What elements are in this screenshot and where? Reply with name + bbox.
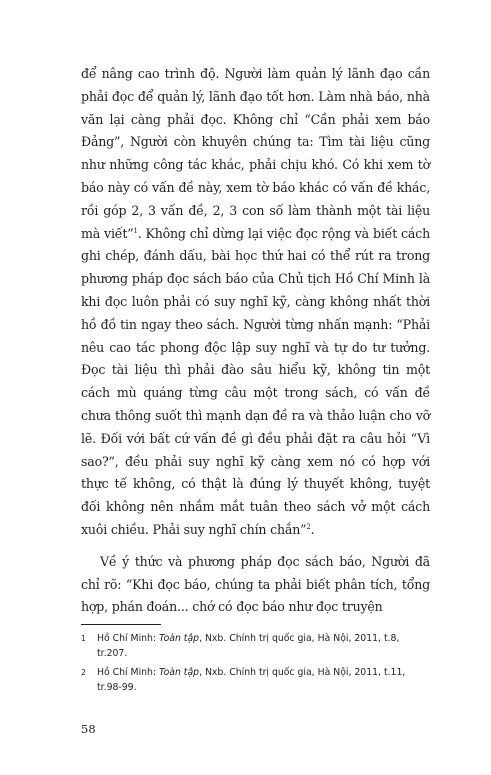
footnote-ref-1[interactable]: 1 (133, 226, 138, 235)
footnote-work-title: Toàn tập (159, 633, 200, 644)
page-number: 58 (81, 722, 96, 736)
paragraph-1-continued: . Không chỉ dừng lại việc đọc rộng và biết cách ghi chép, đánh dấu, bài học thứ hai có thể rút ra trong phương pháp đọc sách báo của Chủ tịch Hồ Chí Minh là khi đọc luôn phải có suy nghĩ kỹ, càng không nhất thời hồ đồ tin ngay theo sách. Người từng nhấn mạnh: “Phải nêu cao tác phong độc lập suy nghĩ và tự do tư tưởng. Đọc tài liệu thì phải đào sâu hiểu kỹ, không tin một cách mù quáng từng câu một trong sách, có vấn đề chưa thông suốt thì mạnh dạn đề ra và thảo luận cho vỡ lẽ. Đối với bất cứ vấn đề gì đều phải đặt ra câu hỏi “Vì sao?”, đều phải suy nghĩ kỹ càng xem nó có hợp với thực tế không, có thật là đúng lý thuyết không, tuyệt đối không nên nhắm mắt tuân theo sách vở một cách xuôi chiều. Phải suy nghĩ chín chắn” (81, 225, 430, 537)
main-text (81, 63, 430, 619)
footnote-number: 2 (81, 668, 86, 677)
footnote-number: 1 (81, 634, 86, 643)
footnote-author: Hồ Chí Minh: (97, 633, 160, 644)
footnote-1 (81, 631, 430, 661)
footnotes (81, 631, 430, 699)
paragraph-2: Về ý thức và phương pháp đọc sách báo, Người đã chỉ rõ: “Khi đọc báo, chúng ta phải biết phân tích, tổng hợp, phán đoán... chớ có đọc báo như đọc truyện (81, 553, 430, 615)
paragraph-1 (81, 63, 430, 542)
footnote-publication: , Nxb. Chính trị quốc gia, Hà Nội, 2011, t.11, tr.98-99. (97, 667, 406, 693)
footnote-ref-2[interactable]: 2 (306, 522, 311, 531)
paragraph-1-text: để nâng cao trình độ. Người làm quản lý lãnh đạo cần phải đọc để quản lý, lãnh đạo tốt hơn. Làm nhà báo, nhà văn lại càng phải đọc. Không chỉ “Cần phải xem báo Đảng”, Người còn khuyên chúng ta: Tìm tài liệu cũng như những công tác khác, phải chịu khó. Có khi xem tờ báo này có vấn đề này, xem tờ báo khác có vấn đề khác, rồi góp 2, 3 vấn đề, 2, 3 con số làm thành một tài liệu mà viết” (81, 66, 430, 241)
footnote-work-title: Toàn tập (159, 667, 200, 678)
footnote-2 (81, 665, 430, 695)
footnote-divider (81, 624, 161, 625)
footnote-author: Hồ Chí Minh: (97, 667, 160, 678)
paragraph-1-end: . (310, 521, 315, 537)
footnote-publication: , Nxb. Chính trị quốc gia, Hà Nội, 2011, t.8, tr.207. (97, 633, 400, 659)
